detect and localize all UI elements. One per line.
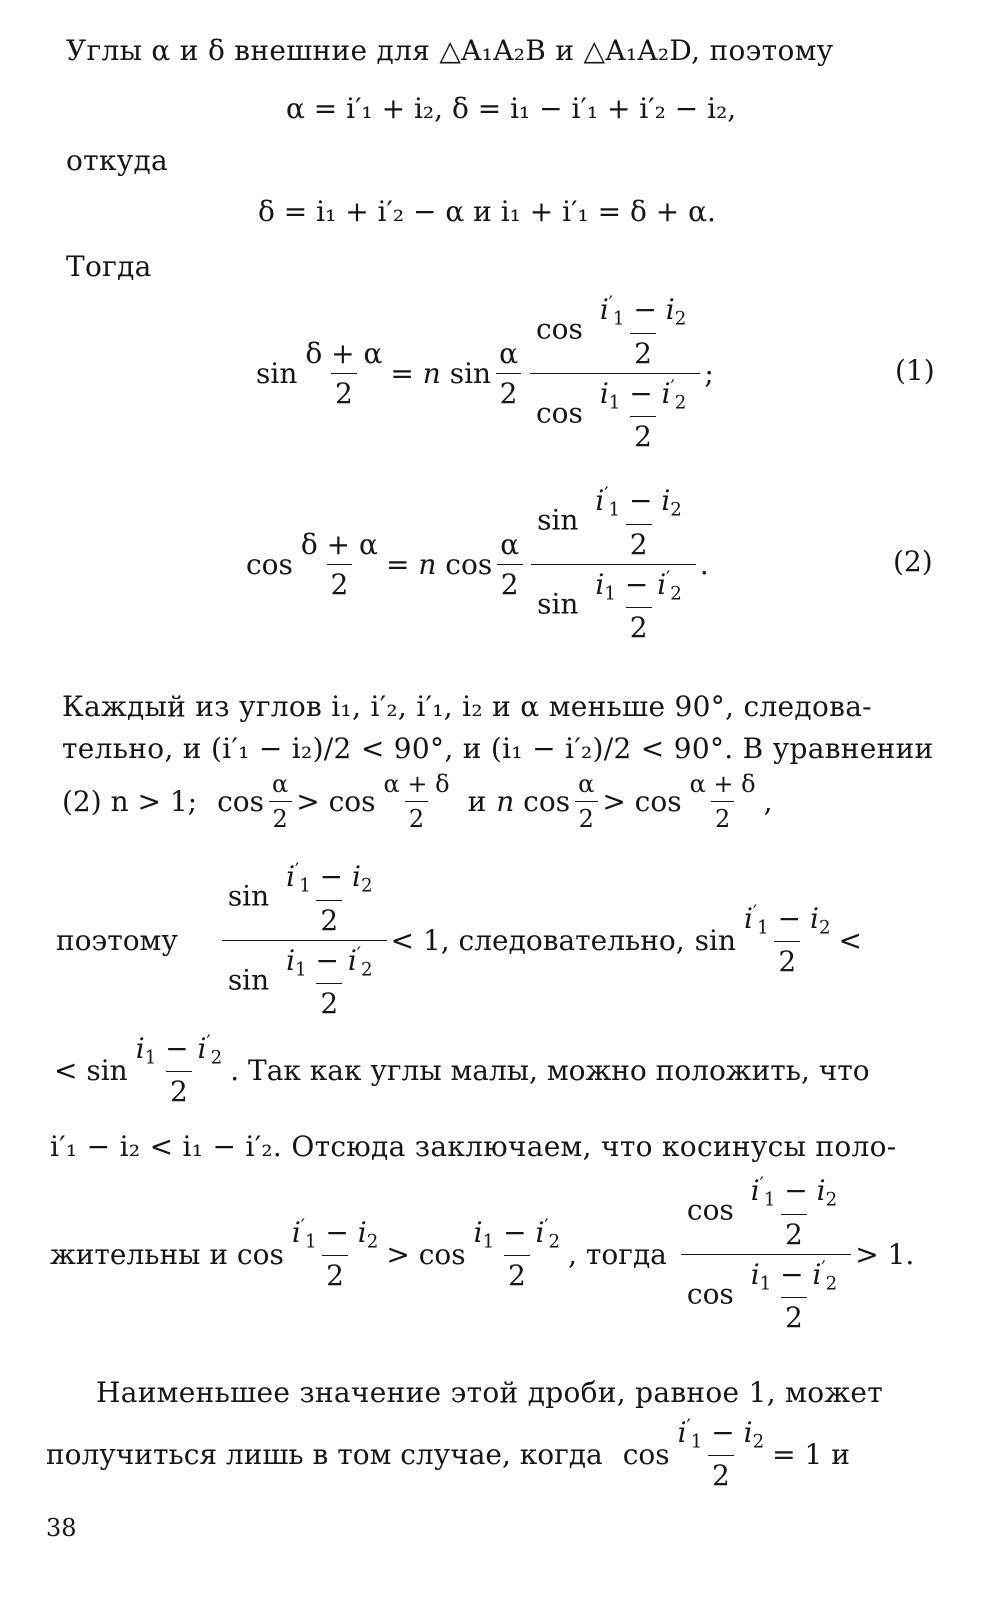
text-line-4 [62, 690, 928, 723]
text-line-9-start: жительны и [50, 1237, 229, 1271]
lt-one-text: < 1, следовательно, [390, 923, 685, 957]
text-line-9-then: , тогда [568, 1237, 667, 1271]
text-line-2: откуда [66, 144, 169, 177]
equation-delta: δ = i₁ + i′₂ − α и i₁ + i′₁ = δ + α. [258, 195, 716, 228]
text-line-7: < sin $i_1 - i'_2$ 2 . Так как углы малы, можно положить, что [54, 1031, 870, 1109]
therefore-word: поэтому [56, 923, 178, 957]
equation-alpha-delta: α = i′₁ + i₂, δ = i₁ − i′₁ + i′₂ − i₂, [286, 92, 737, 125]
equation-number-1: (1) [895, 354, 935, 387]
text-line-1: Углы α и δ внешние для △A₁A₂B и △A₁A₂D, поэтому [66, 34, 834, 67]
page-number: 38 [46, 1514, 77, 1542]
text-line-10: Наименьшее значение этой дроби, равное 1, может [96, 1376, 884, 1409]
text-line-11-end: = 1 и [772, 1437, 850, 1471]
therefore-block: поэтому sin $\frac{i'_1 - i_2}{2}$ sin $\frac{i_1 - i'_2}{2}$ < 1, следовательно, sin $i'_1 - i_2$ 2 < [56, 860, 862, 1020]
equation-1: sin $\frac{\delta + \alpha}{2}$ = n sin α 2 cos $\frac{i'_1 - i_2}{2}$ cos $\frac{i_1 - i'_2}{2}$ ; [256, 293, 714, 453]
text-line-6-and: и [467, 784, 487, 818]
text-line-5: тельно, и (i′₁ − i₂)/2 < 90°, и (i₁ − i′₂)/2 < 90°. В уравнении [62, 732, 934, 765]
text-line-9: жительны и cos $i'_1 - i_2$ 2 > cos $i_1 - i'_2$ 2 , тогда cos $\frac{i'_1 - i_2}{2}$ cos $\frac{i_1 - i'_2}{2}$ > 1. [50, 1174, 915, 1334]
text-line-11-start: получиться лишь в том случае, когда [46, 1437, 603, 1471]
text-line-6-start: (2) n > 1; [62, 784, 198, 818]
text-line-8: i′₁ − i₂ < i₁ − i′₂. Отсюда заключаем, что косинусы поло- [50, 1130, 897, 1163]
text-line-4-content: Каждый из углов i₁, i′₂, i′₁, i₂ и α меньше 90°, следова- [62, 690, 872, 723]
equation-number-2: (2) [893, 545, 933, 578]
text-line-6: (2) n > 1; cos α 2 > cos α + δ 2 и n cos α 2 > cos α + δ 2 , [62, 769, 773, 833]
text-line-7-tail: . Так как углы малы, можно положить, что [230, 1053, 870, 1087]
text-line-9-gt1: > 1. [855, 1237, 915, 1271]
text-line-11: получиться лишь в том случае, когда cos $\frac{i'_1 - i_2}{2}$ = 1 и [46, 1415, 850, 1493]
equation-2: cos $\frac{\delta + \alpha}{2}$ = n cos α 2 sin $\frac{i'_1 - i_2}{2}$ sin $\frac{i_1 - i'_2}{2}$ . [246, 484, 709, 644]
text-line-3: Тогда [66, 250, 152, 283]
